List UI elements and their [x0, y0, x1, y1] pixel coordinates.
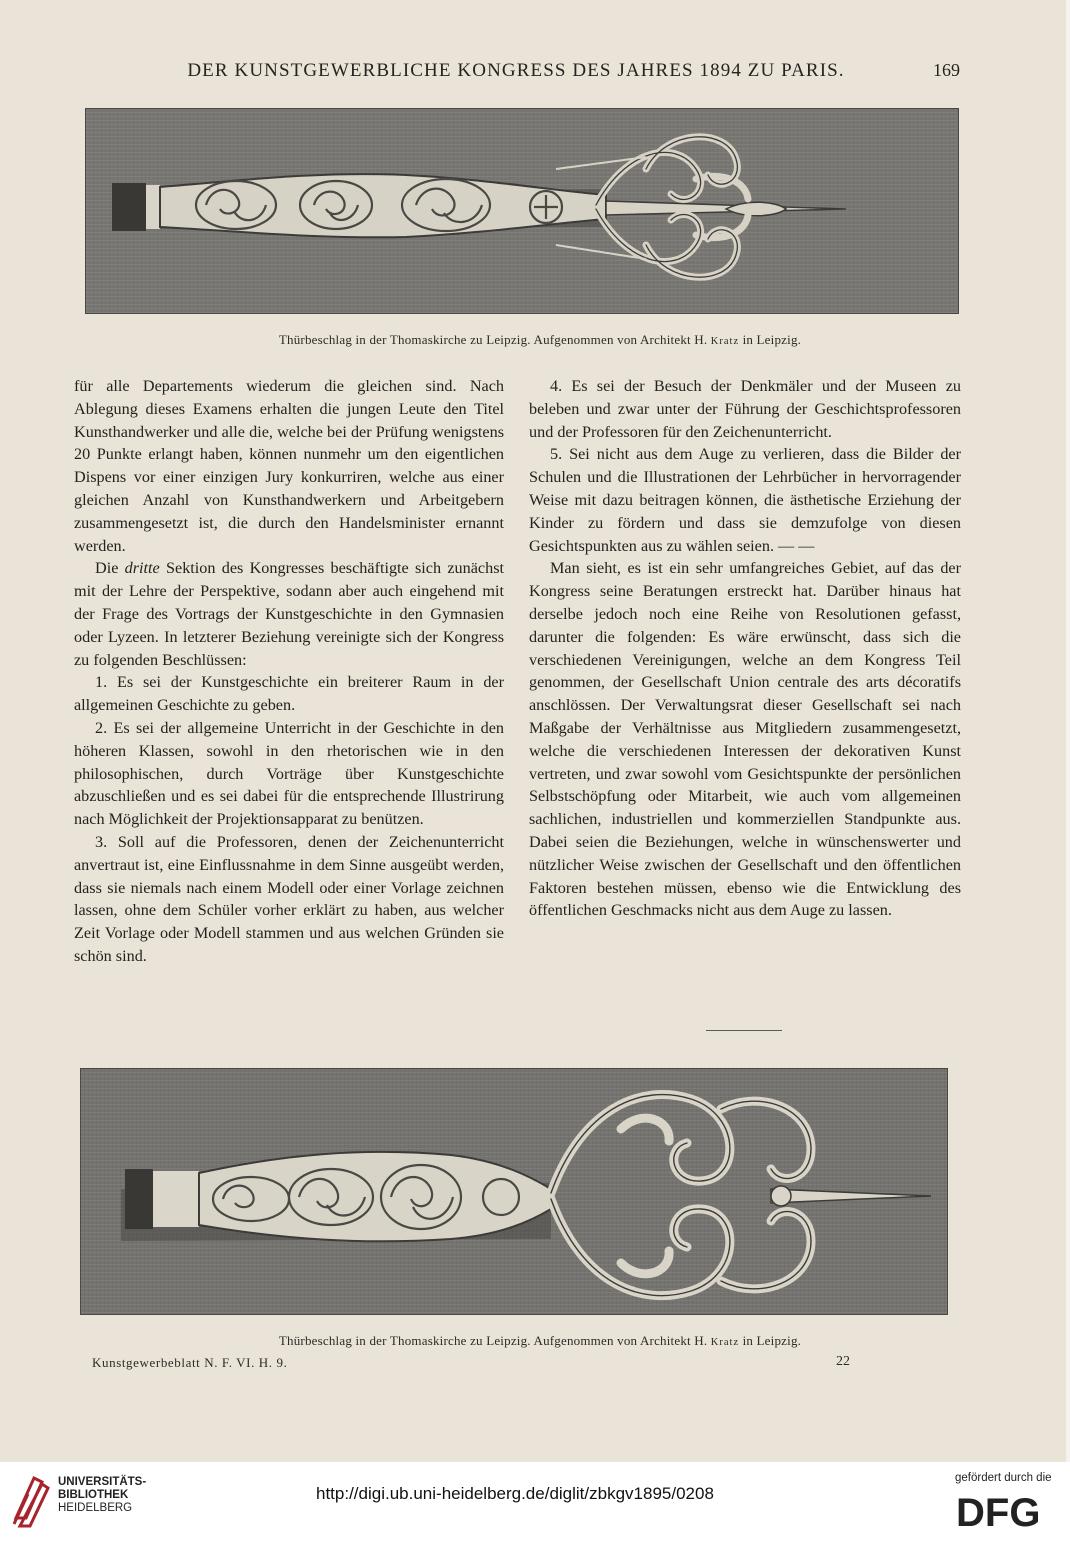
caption-bottom — [120, 1333, 960, 1349]
permalink-url[interactable]: http://digi.ub.uni-heidelberg.de/diglit/zbkgv1895/0208 — [316, 1484, 714, 1503]
door-fitting-top-illustration — [86, 109, 958, 313]
library-name[interactable] — [58, 1476, 146, 1515]
library-name-line1: UNIVERSITÄTS- — [58, 1476, 147, 1488]
figure-door-fitting-bottom — [80, 1068, 948, 1315]
paragraph-third-section — [74, 557, 504, 671]
library-name-line2: BIBLIOTHEK — [58, 1489, 129, 1501]
funder-label: gefördert durch die — [955, 1472, 1052, 1484]
resolution-item-5: 5. Sei nicht aus dem Auge zu verlieren, dass die Bilder der Schulen und die Illustrationen der Lehrbücher in hervorragender Weise mit dazu beitragen können, die ästhetische Erziehung der Kinder zu fördern und dass sie demzufolge von diesen Gesichtspunkten aus zu wählen seien. — — — [529, 445, 961, 555]
dfg-logo-icon[interactable] — [956, 1492, 1056, 1530]
caption-top-place: in Leipzig. — [739, 332, 802, 347]
caption-top-text: Thürbeschlag in der Thomaskirche zu Leipzig. Aufgenommen von Architekt H. — [278, 332, 711, 347]
caption-top-architect: Kratz — [710, 336, 740, 347]
paragraph: Man sieht, es ist ein sehr umfangreiches Gebiet, auf das der Kongress seine Beratungen erstreckt hat. Darüber hinaus hat derselbe jedoch noch eine Reihe von Resolutionen gefasst, darunter die folgenden: Es wäre erwünscht, dass sich die verschiedenen Vereinigungen, welche an dem Kongress Teil genommen, der Gesellschaft Union centrale des arts décoratifs anschlössen. Der Verwaltungsrat dieser Gesellschaft sei nach Maßgabe der Verhältnisse aus Mitgliedern zusammengesetzt, welche die verschiedenen Interessen der dekorativen Kunst vertreten, und zwar sowohl vom Gesichtspunkte der persönlichen Selbstschöpfung oder Mitarbeit, wie auch vom allgemeinen sachlichen, industriellen und kommerziellen Standpunkte aus. Dabei seien die Beziehungen, welche in wünschenswerter und nützlicher Weise zwischen der Gesellschaft und den öffentlichen Faktoren bestehen müssen, ebenso wie die Entwicklung des öffentlichen Geschmacks nicht aus dem Auge zu lassen. — [529, 559, 961, 920]
paragraph-rest: Sektion des Kongresses beschäftigte sich zunächst mit der Lehre der Perspektive, sodann aber auch eingehend mit der Frage des Vortrags der Kunstgeschichte in den Gymnasien oder Lyzeen. In letzterer Beziehung vereinigte sich der Kongress zu folgenden Beschlüssen: — [74, 559, 504, 669]
university-library-logo-icon[interactable] — [12, 1474, 52, 1530]
page-edge — [1066, 0, 1070, 1462]
digitization-bar — [0, 1462, 1070, 1542]
paragraph: für alle Departements wiederum die gleichen sind. Nach Ablegung dieses Examens erhalten die jungen Leute den Titel Kunsthandwerker und alle die, welche bei der Prüfung wenigstens 20 Punkte erlangt haben, können nunmehr um den eigentlichen Dispens vor einer einzigen Jury konkurriren, welche aus einer gleichen Anzahl von Kunsthandwerkern und Arbeitgebern zusammengesetzt ist, die durch den Handelsminister ernannt werden. — [74, 377, 504, 555]
page-number: 169 — [933, 60, 960, 80]
paragraph-lead: Die — [95, 559, 125, 578]
figure-door-fitting-top — [85, 108, 959, 314]
running-title: DER KUNSTGEWERBLICHE KONGRESS DES JAHRES 1894 ZU PARIS. — [187, 60, 845, 81]
journal-footer: Kunstgewerbeblatt N. F. VI. H. 9. — [92, 1355, 288, 1370]
caption-bottom-text: Thürbeschlag in der Thomaskirche zu Leipzig. Aufgenommen von Architekt H. — [278, 1333, 711, 1348]
caption-top — [120, 332, 960, 348]
running-head — [60, 60, 960, 84]
resolution-item-1: 1. Es sei der Kunstgeschichte ein breiterer Raum in der allgemeinen Geschichte zu geben. — [74, 673, 504, 715]
section-end-rule — [706, 1030, 782, 1031]
text-column-left — [74, 375, 504, 968]
caption-bottom-architect: Kratz — [710, 1337, 740, 1348]
library-name-line3: HEIDELBERG — [58, 1502, 133, 1514]
caption-bottom-place: in Leipzig. — [739, 1333, 802, 1348]
resolution-item-3: 3. Soll auf die Professoren, denen der Zeichenunterricht anvertraut ist, eine Einflussnahme in dem Sinne ausgeübt werden, dass sie niemals nach einem Modell oder einer Vorlage zeichnen lassen, ohne dem Schüler vorher erklärt zu haben, aus welcher Zeit Vorlage oder Modell stammen und aus welchen Gründen sie schön sind. — [74, 832, 504, 965]
emphasis-dritte: dritte — [124, 559, 160, 578]
sheet-signature: 22 — [836, 1354, 850, 1369]
door-fitting-bottom-illustration — [81, 1069, 947, 1314]
resolution-item-2: 2. Es sei der allgemeine Unterricht in der Geschichte in den höheren Klassen, sowohl in den rhetorischen wie in den philosophischen, durch Vorträge über Kunstgeschichte abzuschließen und es sei dabei für die entsprechende Illustrirung nach Möglichkeit der Projektionsapparat zu benützen. — [74, 718, 504, 829]
resolution-item-4: 4. Es sei der Besuch der Denkmäler und der Museen zu beleben und zwar unter der Führung der Geschichtsprofessoren und der Professoren für den Zeichenunterricht. — [529, 377, 961, 441]
dfg-logo-text: DFG — [956, 1492, 1041, 1530]
text-column-right — [529, 375, 961, 922]
